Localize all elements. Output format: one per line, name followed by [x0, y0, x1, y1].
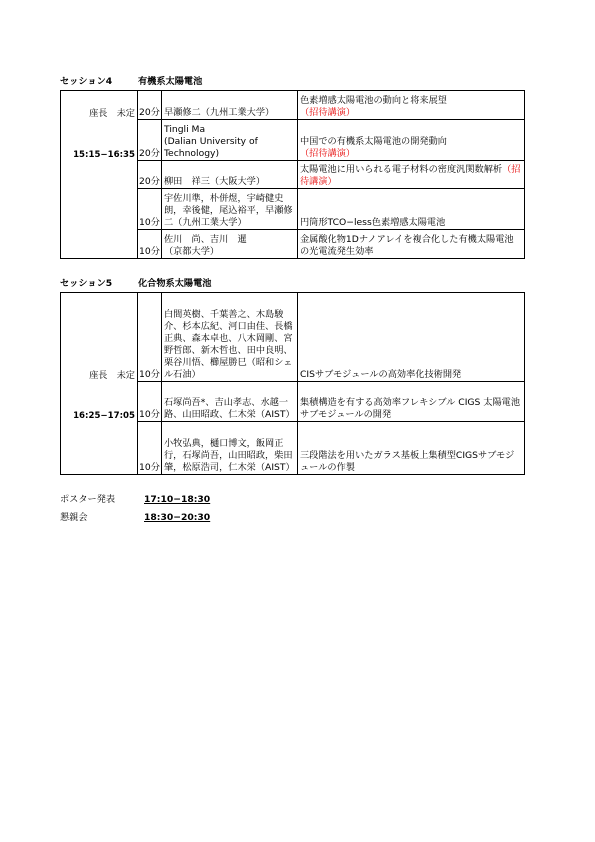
duration: 10分: [138, 422, 162, 475]
talk-title-cell: [298, 120, 525, 161]
time-cell: [61, 120, 138, 161]
reception-label: 懇親会: [60, 512, 88, 523]
talk-title: 色素増感太陽電池の動向と将来展望: [300, 95, 447, 106]
session5-table: [60, 292, 525, 475]
duration: 10分: [138, 189, 162, 230]
session-time: 15:15−16:35: [73, 149, 135, 160]
chair-cell: [61, 91, 138, 120]
table-row: [61, 382, 525, 422]
reception-time: 18:30−20:30: [144, 512, 211, 523]
authors: 佐川 尚、吉川 暹 （京都大学）: [162, 230, 298, 259]
talk-title: 中国での有機系太陽電池の開発動向: [300, 136, 447, 147]
authors: 白間英樹、千葉善之、木島駿介、杉本広紀、河口由佳、長橋正典、森本卓也、八木岡剛、宮野哲郎、新木哲也、田中良明、栗谷川悟、櫛屋勝巳（昭和シェル石油）: [162, 293, 298, 382]
authors: 石塚尚吾*、吉山孝志、水越一路、山田昭政、仁木栄（AIST）: [162, 382, 298, 422]
session-number: セッション4: [60, 76, 113, 87]
chair-label: 座長 未定: [89, 107, 135, 119]
talk-title: 三段階法を用いたガラス基板上集積型CIGSサブモジュールの作製: [298, 422, 525, 475]
table-row: [61, 230, 525, 259]
session5-header: [60, 278, 212, 290]
duration: 20分: [138, 91, 162, 120]
authors: 小牧弘典，樋口博文，飯岡正行，石塚尚吾，山田昭政，柴田肇，松原浩司，仁木栄（AIST）: [162, 422, 298, 475]
talk-title-cell: [298, 161, 525, 189]
poster-label: ポスター発表: [60, 494, 116, 505]
table-row: [61, 161, 525, 189]
authors: Tingli Ma (Dalian University of Technology): [162, 120, 298, 161]
poster-time: 17:10−18:30: [144, 494, 211, 505]
duration: 10分: [138, 382, 162, 422]
invited-note: （招待講演）: [300, 107, 356, 118]
time-cell: [61, 382, 138, 422]
duration: 10分: [138, 293, 162, 382]
table-row: [61, 91, 525, 120]
session-title: 化合物系太陽電池: [138, 278, 212, 289]
talk-title: 円筒形TCO−less色素増感太陽電池: [298, 189, 525, 230]
authors: 柳田 祥三（大阪大学）: [162, 161, 298, 189]
duration: 20分: [138, 161, 162, 189]
authors: 早瀬修二（九州工業大学）: [162, 91, 298, 120]
session4-table: [60, 90, 525, 259]
table-row: [61, 422, 525, 475]
table-row: [61, 120, 525, 161]
table-row: [61, 189, 525, 230]
chair-label: 座長 未定: [89, 369, 135, 381]
talk-title-cell: [298, 91, 525, 120]
chair-cell: [61, 293, 138, 382]
session-title: 有機系太陽電池: [138, 76, 203, 87]
talk-title: 集積構造を有する高効率フレキシブル CIGS 太陽電池サブモジュールの開発: [298, 382, 525, 422]
talk-title: CISサブモジュールの高効率化技術開発: [298, 293, 525, 382]
talk-title: 太陽電池に用いられる電子材料の密度汎関数解析: [300, 164, 503, 175]
session4-header: [60, 76, 202, 88]
table-row: [61, 293, 525, 382]
session-number: セッション5: [60, 278, 113, 289]
duration: 10分: [138, 230, 162, 259]
invited-note: （招待講演）: [300, 164, 521, 187]
authors: 宇佐川準，朴併煜，宇崎健史朗，幸後健，尾込裕平，早瀬修二（九州工業大学）: [162, 189, 298, 230]
session-time: 16:25−17:05: [73, 410, 135, 421]
duration: 20分: [138, 120, 162, 161]
talk-title: 金属酸化物1Dナノアレイを複合化した有機太陽電池の光電流発生効率: [298, 230, 525, 259]
invited-note: （招待講演）: [300, 148, 356, 159]
